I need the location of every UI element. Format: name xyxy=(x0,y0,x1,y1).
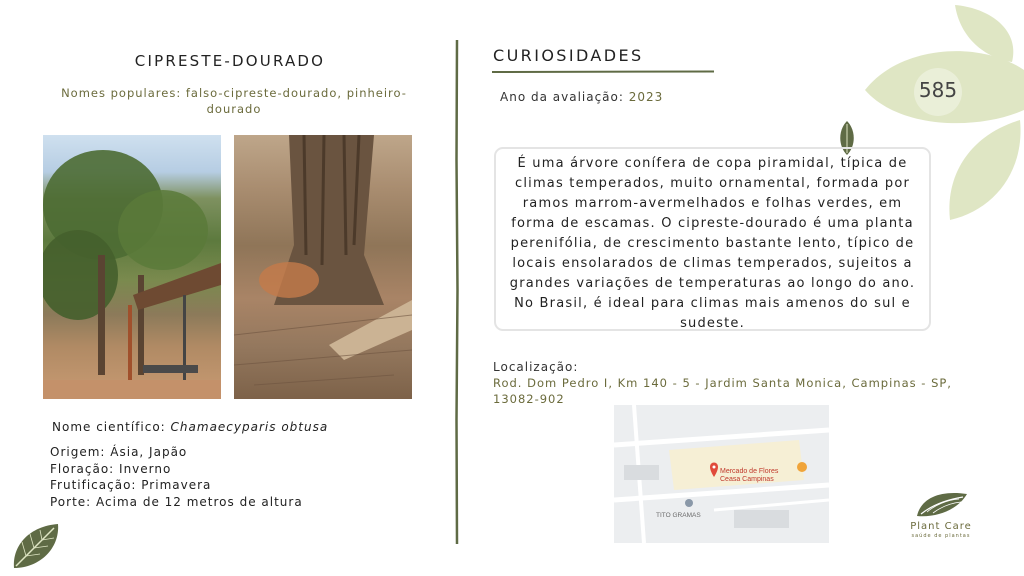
popular-names-label: Nomes populares: xyxy=(61,86,182,100)
column-divider xyxy=(455,40,459,544)
fact-fruiting xyxy=(50,477,303,494)
fact-label: Frutificação: xyxy=(50,478,137,492)
evaluation-year xyxy=(500,90,663,104)
brand-name: Plant Care xyxy=(910,521,972,532)
map-pin-icon xyxy=(797,462,807,472)
leaf-icon xyxy=(949,120,1020,220)
popular-names xyxy=(48,85,420,117)
map-pin-label-2: Ceasa Campinas xyxy=(720,476,774,483)
fact-value: Inverno xyxy=(119,461,172,476)
plant-photo-trunk xyxy=(234,135,412,399)
logo-icon xyxy=(915,488,970,520)
fact-value: Acima de 12 metros de altura xyxy=(96,494,303,509)
fact-origin xyxy=(50,444,303,461)
location-address: Rod. Dom Pedro I, Km 140 - 5 - Jardim Santa Monica, Campinas - SP, 13082-902 xyxy=(493,376,952,406)
leaf-icon xyxy=(10,520,62,572)
curiosities-title: CURIOSIDADES xyxy=(493,46,644,65)
year-label: Ano da avaliação: xyxy=(500,90,624,104)
scientific-name-value: Chamaecyparis obtusa xyxy=(170,420,329,434)
location-label: Localização: xyxy=(493,360,579,374)
evaluation-number-badge: 585 xyxy=(918,78,958,102)
plant-photo-tree xyxy=(43,135,221,399)
fact-label: Porte: xyxy=(50,494,92,509)
scientific-name-label: Nome científico: xyxy=(52,420,166,434)
fact-value: Primavera xyxy=(141,478,212,492)
plant-common-name: CIPRESTE-DOURADO xyxy=(134,52,326,70)
fact-label: Origem: xyxy=(50,445,106,459)
year-value: 2023 xyxy=(628,90,664,104)
plant-facts-list xyxy=(50,444,303,510)
title-underline xyxy=(492,70,714,74)
map-place-label: TITO GRAMAS xyxy=(656,512,701,519)
description-box xyxy=(494,147,931,331)
map-pin-icon xyxy=(685,499,693,507)
popular-names-value: falso-cipreste-dourado, pinheiro-dourado xyxy=(185,86,407,116)
description-text: É uma árvore conífera de copa piramidal, típica de climas temperados, muito ornamental, formada por ramos marrom-avermelhados e folhas verdes, em forma de escamas. O cipreste-dourado é uma planta perenifólia, de crescimento bastante lento, típico de locais ensolarados de climas temperados, sujeitos a grandes variações de temperaturas ao longo do ano. No Brasil, é ideal para climas mais amenos do sul e sudeste. xyxy=(509,156,916,331)
scientific-name xyxy=(52,420,328,434)
brand-tagline: saúde de plantas xyxy=(911,533,971,539)
fact-flowering xyxy=(50,461,303,478)
location-map[interactable] xyxy=(614,405,829,543)
map-pin-label-1: Mercado de Flores xyxy=(720,468,779,475)
fact-size xyxy=(50,494,303,511)
fact-label: Floração: xyxy=(50,461,115,476)
fact-value: Ásia, Japão xyxy=(110,445,188,459)
